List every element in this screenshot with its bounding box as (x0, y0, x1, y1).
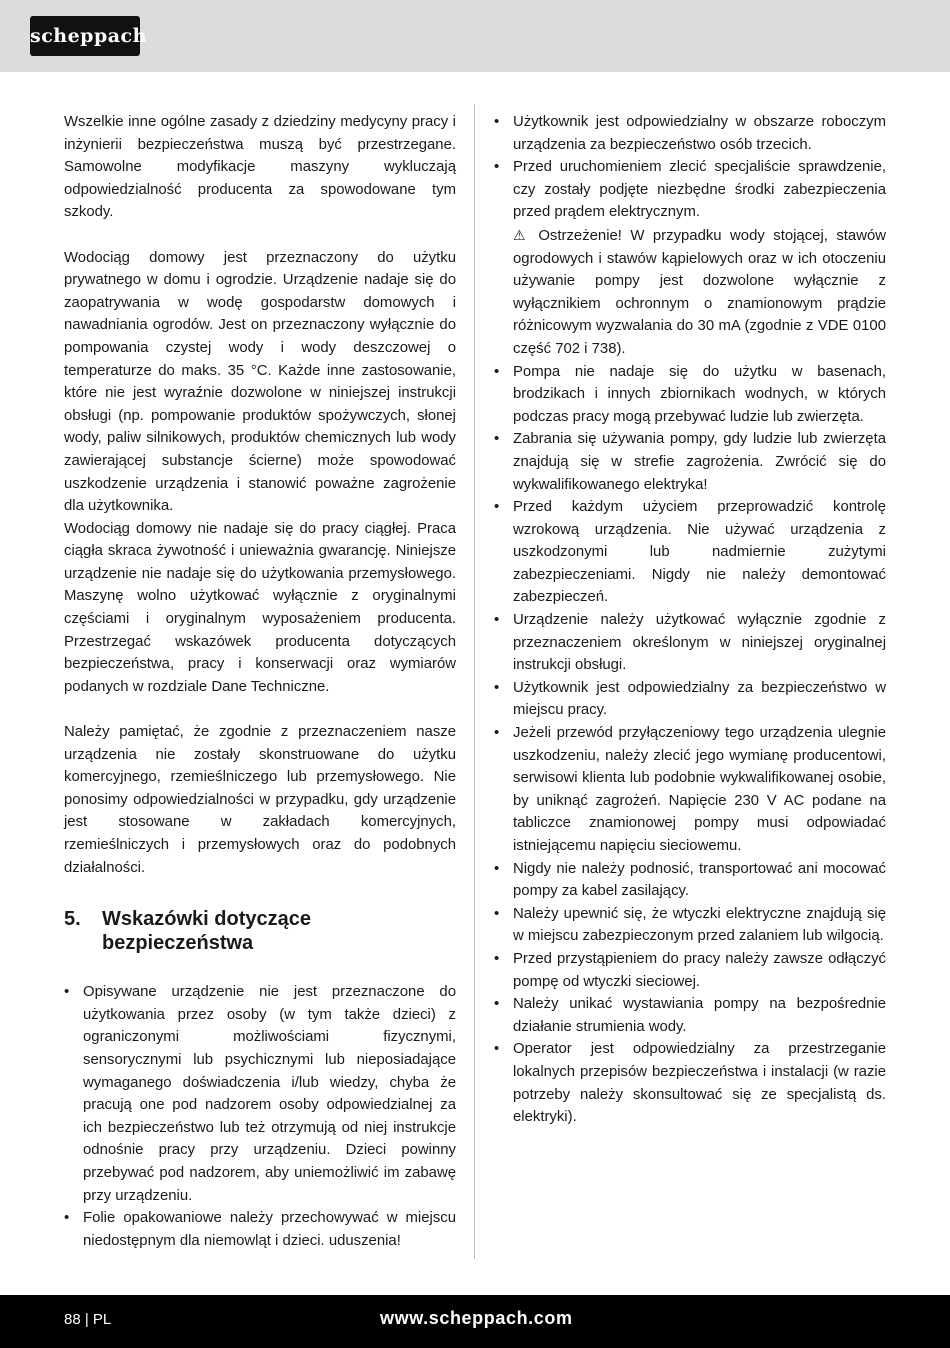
bullet-icon: • (494, 363, 500, 380)
paragraph-intended-use: Wodociąg domowy jest przeznaczony do użytku prywatnego w domu i ogrodzie. Urządzenie nadaje się do zaopatrywania w wodę gospodarstw domowych i nawadniania ogrodów. Jest on przeznaczony wyłącznie do pompowania czystej wody i wody deszczowej o temperaturze do maks. 35 °C. Każde inne zastosowanie, które nie jest wyraźnie dozwolone w niniejszej instrukcji obsługi (np. pompowanie produktów spożywczych, słonej wody, paliw silnikowych, produktów chemicznych lub wody zawierającej substancje ścierne) może spowodować uszkodzenie urządzenia i stanowić poważne zagrożenie dla użytkownika. (64, 249, 456, 515)
right-bullet-list (494, 111, 886, 1129)
bullet-icon: • (64, 984, 70, 1001)
bullet-icon: • (494, 159, 500, 176)
section-title: Wskazówki dotyczące bezpieczeństwa (102, 908, 311, 955)
list-item: • Użytkownik jest odpowiedzialny za bezpieczeństwo w miejscu pracy. (494, 677, 886, 722)
bullet-icon: • (494, 114, 500, 130)
bullet-icon: • (494, 905, 500, 922)
list-item: • Opisywane urządzenie nie jest przeznaczone do użytkowania przez osoby (w tym także dzieci) z ograniczonymi możliwościami fizycznymi, sensorycznymi lub psychicznymi lub nieposiadające wymaganego doświadczenia i/lub wiedzy, chyba że pracują one pod nadzorem osoby odpowiedzialnej za ich bezpieczeństwo lub też otrzymują od niej instrukcje odnośnie pracy przy urządzeniu. Dzieci powinny przebywać pod nadzorem, aby uniemożliwić im zabawę przy urządzeniu. (64, 981, 456, 1207)
bullet-icon: • (494, 1041, 500, 1058)
right-column (494, 111, 886, 1129)
scheppach-logo: scheppach (30, 16, 140, 56)
website-link[interactable]: www.scheppach.com (380, 1308, 573, 1328)
left-bullet-list (64, 981, 456, 1252)
list-item: • Operator jest odpowiedzialny za przestrzeganie lokalnych przepisów bezpieczeństwa i instalacji (w razie potrzeby należy skonsultować się ze specjalistą ds. elektryki). (494, 1038, 886, 1128)
bullet-icon: • (64, 1210, 70, 1227)
warning-note: ⚠ Ostrzeżenie! W przypadku wody stojącej, stawów ogrodowych i stawów kąpielowych oraz w ich otoczeniu używanie pompy jest dozwolone wyłącznie z wyłącznikiem ochronnym o znamionowym prądzie różnicowym wyzwalania do 30 mA (zgodnie z VDE 0100 część 702 i 738). (513, 226, 886, 357)
bullet-icon: • (494, 996, 500, 1013)
section-number: 5. (64, 908, 81, 931)
list-item: • Przed każdym użyciem przeprowadzić kontrolę wzrokową urządzenia. Nie używać urządzenia z uszkodzonymi lub nadmiernie zużytymi zabezpieczeniami. Nigdy nie należy demontować zabezpieczeń. (494, 496, 886, 609)
list-item: • Jeżeli przewód przyłączeniowy tego urządzenia ulegnie uszkodzeniu, należy zlecić jego wymianę producentowi, serwisowi klienta lub podobnie wykwalifikowanej osobie, by uniknąć zagrożeń. Napięcie 230 V AC podane na tabliczce znamionowej pompy musi odpowiadać istniejącemu napięciu sieciowemu. (494, 722, 886, 858)
paragraph-general-rules: Wszelkie inne ogólne zasady z dziedziny medycyny pracy i inżynierii bezpieczeństwa muszą być przestrzegane. Samowolne modyfikacje maszyny wykluczają odpowiedzialność producenta za spowodowane tym szkody. (64, 114, 456, 221)
paragraph-continuous-operation: Wodociąg domowy nie nadaje się do pracy ciągłej. Praca ciągła skraca żywotność i unieważnia gwarancję. Niniejsze urządzenie nie nadaje się do użytkowania przemysłowego. Maszynę wolno użytkować wyłącznie z oryginalnymi częściami i oryginalnym wyposażeniem producenta. Przestrzegać wskazówek producenta dotyczących bezpieczeństwa, pracy i konserwacji oraz wymiarów podanych w rozdziale Dane Techniczne. (64, 520, 456, 695)
bullet-icon: • (494, 725, 500, 742)
list-item: • Pompa nie nadaje się do użytku w basenach, brodzikach i innych zbiornikach wodnych, w których podczas pracy mogą przebywać ludzie lub zwierzęta. (494, 361, 886, 429)
section-heading (64, 907, 456, 955)
list-item: • Folie opakowaniowe należy przechowywać w miejscu niedostępnym dla niemowląt i dzieci. uduszenia! (64, 1207, 456, 1252)
bullet-icon: • (494, 431, 500, 448)
list-item: • Urządzenie należy użytkować wyłącznie zgodnie z przeznaczeniem określonym w niniejszej oryginalnej instrukcji obsługi. (494, 609, 886, 677)
list-item: • Nigdy nie należy podnosić, transportować ani mocować pompy za kabel zasilający. (494, 858, 886, 903)
bullet-icon: • (494, 860, 500, 877)
list-item: • Przed uruchomieniem zlecić specjaliście sprawdzenie, czy zostały podjęte niezbędne środki zabezpieczenia przed prądem elektrycznym. ⚠ Ostrzeżenie! W przypadku wody stojącej, stawów ogrodowych i stawów kąpielowych oraz w ich otoczeniu używanie pompy jest dozwolone wyłącznie z wyłącznikiem ochronnym o znamionowym prądzie różnicowym wyzwalania do 30 mA (zgodnie z VDE 0100 część 702 i 738). (494, 156, 886, 360)
page-footer (0, 1295, 950, 1348)
list-item: • Zabrania się używania pompy, gdy ludzie lub zwierzęta znajdują się w strefie zagrożenia. Zwrócić się do wykwalifikowanego elektryka! (494, 428, 886, 496)
column-divider (474, 104, 475, 1259)
list-item: • Należy unikać wystawiania pompy na bezpośrednie działanie strumienia wody. (494, 993, 886, 1038)
warning-icon: ⚠ (513, 226, 530, 243)
list-item: • Należy upewnić się, że wtyczki elektryczne znajdują się w miejscu zabezpieczonym przed zalaniem lub wilgocią. (494, 903, 886, 948)
paragraph-commercial-use: Należy pamiętać, że zgodnie z przeznaczeniem nasze urządzenia nie zostały skonstruowane do użytku komercyjnego, rzemieślniczego lub przemysłowego. Nie ponosimy odpowiedzialności w przypadku, gdy urządzenie jest stosowane w zakładach komercyjnych, rzemieślniczych i przemysłowych oraz do podobnych działalności. (64, 724, 456, 876)
bullet-icon: • (494, 612, 500, 629)
bullet-icon: • (494, 950, 500, 967)
bullet-icon: • (494, 499, 500, 516)
list-item: • Użytkownik jest odpowiedzialny w obszarze roboczym urządzenia za bezpieczeństwo osób trzecich. (494, 111, 886, 156)
page-number: 88 | PL (64, 1311, 112, 1328)
left-column (64, 111, 456, 1252)
page-header (0, 0, 950, 72)
list-item: • Przed przystąpieniem do pracy należy zawsze odłączyć pompę od wtyczki sieciowej. (494, 948, 886, 993)
bullet-icon: • (494, 679, 500, 696)
